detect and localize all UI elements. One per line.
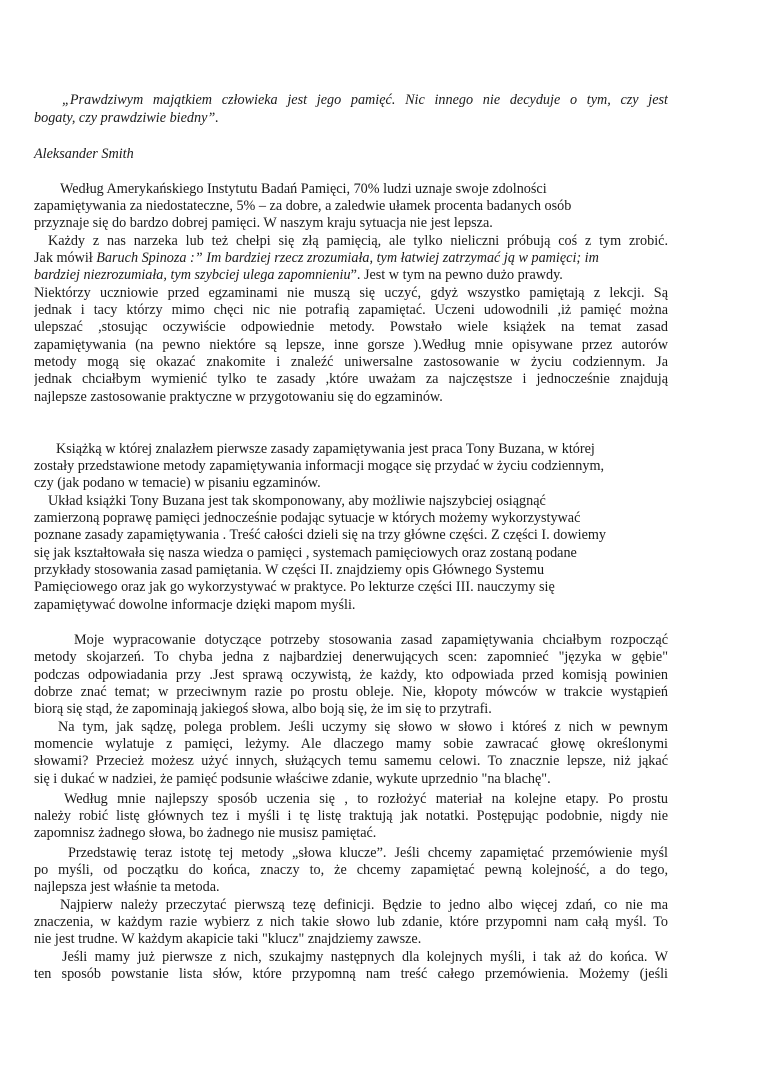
paragraph-line: nie jest trudne. W każdym akapicie taki "klucz" znajdziemy zawsze. — [34, 931, 422, 947]
paragraph-line: się jak kształtowała się nasza wiedza o pamięci , systemach pamięciowych oraz zostaną podane — [34, 545, 577, 561]
paragraph-line: Każdy z nas narzeka lub też chełpi się złą pamięcią, ale tylko nieliczni próbują coś z tym zrobić. — [48, 233, 668, 249]
paragraph-line: najlepsze zastosowanie praktyczne w przygotowaniu się do egzaminów. — [34, 389, 443, 405]
paragraph-line: przykłady stosowania zasad pamiętania. W części II. znajdziemy opis Głównego Systemu — [34, 562, 545, 578]
paragraph-line: zapamiętywać dowolne informacje dzięki mapom myśli. — [34, 597, 356, 613]
paragraph-line: Najpierw należy przeczytać pierwszą tezę definicji. Będzie to jedno albo więcej zdań, co nie ma — [60, 897, 668, 913]
paragraph-line: Według mnie najlepszy sposób uczenia się , to rozłożyć materiał na kolejne etapy. Po prostu — [64, 791, 668, 807]
document-page — [34, 0, 668, 1075]
quote-author: Aleksander Smith — [34, 146, 134, 162]
paragraph-line: należy robić listę głównych tez i myśli i tę listę traktują jak notatki. Postępując podobnie, nigdy nie — [34, 808, 668, 824]
paragraph-line: Moje wypracowanie dotyczące potrzeby stosowania zasad zapamiętywania chciałbym rozpocząć — [74, 632, 668, 648]
paragraph-line: ten sposób powstanie lista słów, które przypomną nam treść całego przemówienia. Możemy (jeśli — [34, 966, 668, 982]
paragraph-line: przyznaje się do bardzo dobrej pamięci. W naszym kraju sytuacja nie jest lepsza. — [34, 215, 493, 231]
paragraph-line: podczas odpowiadania przy .Jest sprawą oczywistą, że każdy, kto odpowiada przed komisją powinien — [34, 667, 668, 683]
paragraph-line: biorą się stąd, że zapominają jakiegoś słowa, albo boją się, że im się to przytrafi. — [34, 701, 492, 717]
paragraph-line: Układ książki Tony Buzana jest tak skomponowany, aby możliwie najszybciej osiągnąć — [48, 493, 546, 509]
paragraph-line: Według Amerykańskiego Instytutu Badań Pamięci, 70% ludzi uznaje swoje zdolności — [60, 181, 547, 197]
paragraph-line: zapamiętywania (na pewno niektóre są lepsze, inne gorsze ).Według mnie opisywane przez autorów — [34, 337, 668, 353]
paragraph-line: metody skojarzeń. To chyba jedna z najbardziej denerwujących scen: zapomnieć "języka w gębie" — [34, 649, 668, 665]
paragraph-line: po myśli, od początku do końca, znaczy to, że chcemy zapamiętać pewną kolejność, a do tego, — [34, 862, 668, 878]
quote-line: bogaty, czy prawdziwie biedny”. — [34, 110, 219, 126]
paragraph-line: momencie wylatuje z pamięci, leżymy. Ale dlaczego mamy sobie zawracać głowę określonymi — [34, 736, 668, 752]
paragraph-line: czy (jak podano w temacie) w pisaniu egzaminów. — [34, 475, 321, 491]
quote-line: „Prawdziwym majątkiem człowieka jest jego pamięć. Nic innego nie decyduje o tym, czy jest — [62, 92, 668, 108]
paragraph-line: Przedstawię teraz istotę tej metody „słowa klucze”. Jeśli chcemy zapamiętać przemówienie myśl — [68, 845, 668, 861]
paragraph-line: się i dukać w nadziei, że pamięć podsunie właściwe zdanie, wykute uprzednio "na blachę". — [34, 771, 551, 787]
paragraph-line: Jeśli mamy już pierwsze z nich, szukajmy następnych dla kolejnych myśli, i tak aż do końca. W — [62, 949, 668, 965]
paragraph-line: zamierzoną poprawę pamięci jednocześnie podając sytuacje w których możemy wykorzystywać — [34, 510, 581, 526]
paragraph-line: najlepsza jest właśnie ta metoda. — [34, 879, 220, 895]
paragraph-line: metody mogą się okazać znakomite i znaleźć uniwersalne zastosowanie w życiu codziennym. Ja — [34, 354, 668, 370]
paragraph-line: dobrze znać temat; w przeciwnym razie po prostu obleje. Nie, kłopoty mówców w trakcie wystąpień — [34, 684, 668, 700]
paragraph-line: jednak chciałbym wymienić tylko te zasady ,które uważam za najczęstsze i jednocześnie znajdują — [34, 371, 668, 387]
paragraph-line: bardziej niezrozumiała, tym szybciej ulega zapomnieniu”. Jest w tym na pewno dużo prawdy. — [34, 267, 563, 283]
paragraph-line: zapomnisz żadnego słowa, bo żadnego nie musisz pamiętać. — [34, 825, 377, 841]
paragraph-line: Pamięciowego oraz jak go wykorzystywać w praktyce. Po lekturze części III. nauczymy się — [34, 579, 555, 595]
paragraph-line: Jak mówił Baruch Spinoza :” Im bardziej rzecz zrozumiała, tym łatwiej zatrzymać ją w pamięci; im — [34, 250, 599, 266]
paragraph-line: jednak i tacy którzy mimo chęci nic nie potrafią zapamiętać. Uczeni udowodnili ,iż pamięć można — [34, 302, 668, 318]
paragraph-line: Na tym, jak sądzę, polega problem. Jeśli uczymy się słowo w słowo i któreś z nich w pewnym — [58, 719, 668, 735]
paragraph-line: Niektórzy uczniowie przed egzaminami nie muszą się uczyć, gdyż wszystko pamiętają z lekcji. Są — [34, 285, 668, 301]
paragraph-line: zapamiętywania za niedostateczne, 5% – za dobre, a zaledwie ułamek procenta badanych osób — [34, 198, 572, 214]
paragraph-line: poznane zasady zapamiętywania . Treść całości dzieli się na trzy główne części. Z części I. dowiemy — [34, 527, 607, 543]
paragraph-line: Książką w której znalazłem pierwsze zasady zapamiętywania jest praca Tony Buzana, w której — [56, 441, 595, 457]
paragraph-line: znaczenia, w każdym razie wybierz z nich takie słowo lub zdanie, które przypomni nam całą myśl. To — [34, 914, 668, 930]
paragraph-line: słowami? Przecież możesz użyć innych, służących temu samemu celowi. To znacznie lepsze, niż jąkać — [34, 753, 668, 769]
paragraph-line: ulepszać ,stosując oczywiście odpowiednie metody. Powstało wiele książek na temat zasad — [34, 319, 668, 335]
paragraph-line: zostały przedstawione metody zapamiętywania informacji mogące się przydać w życiu codziennym, — [34, 458, 605, 474]
